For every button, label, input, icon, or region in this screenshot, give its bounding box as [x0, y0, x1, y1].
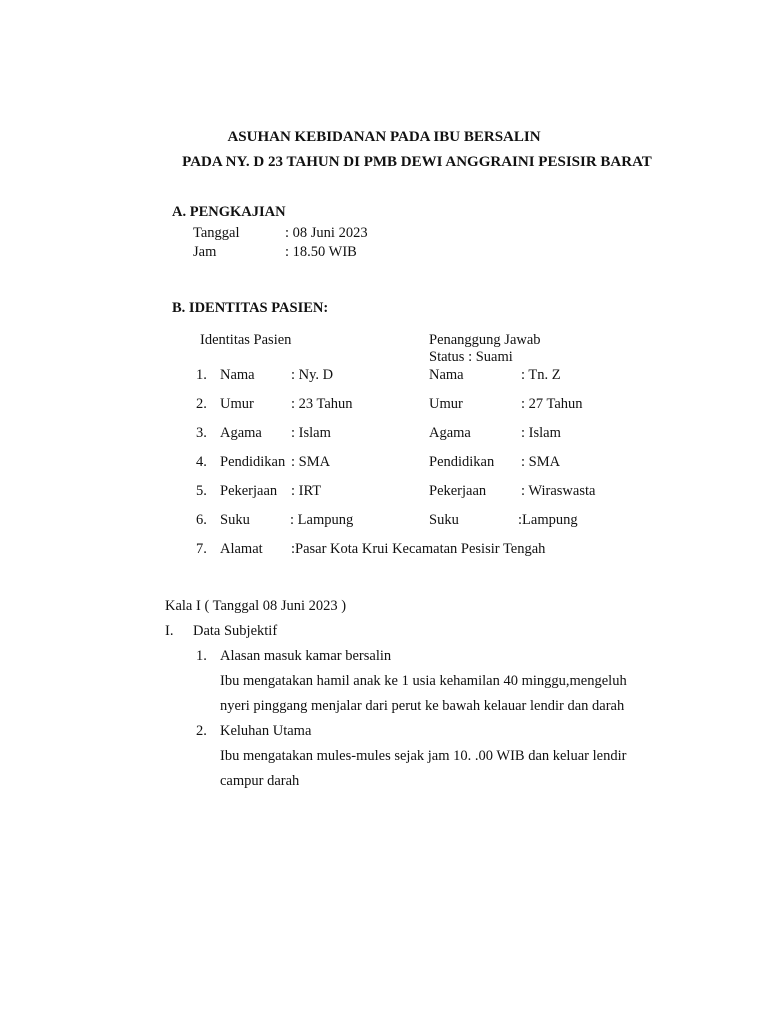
patient-field-value: : Islam	[291, 425, 331, 441]
tanggal-value: : 08 Juni 2023	[285, 225, 368, 241]
guardian-field-label: Suku	[429, 512, 459, 528]
row-number: 7.	[196, 541, 207, 557]
patient-field-value: : 23 Tahun	[291, 396, 353, 412]
patient-field-label: Pendidikan	[220, 454, 286, 470]
guardian-field-value: : Wiraswasta	[521, 483, 596, 499]
document-title: ASUHAN KEBIDANAN PADA IBU BERSALIN	[227, 129, 541, 145]
guardian-status: Status : Suami	[429, 349, 513, 365]
address-value: :Pasar Kota Krui Kecamatan Pesisir Tengah	[291, 541, 546, 557]
patient-field-value: : SMA	[291, 454, 331, 470]
guardian-field-value: : Tn. Z	[521, 367, 561, 383]
kala-heading: Kala I ( Tanggal 08 Juni 2023 )	[165, 598, 347, 614]
patient-field-value: : Lampung	[290, 512, 354, 528]
guardian-field-label: Umur	[429, 396, 463, 412]
item-number: 2.	[196, 723, 207, 739]
item-title: Alasan masuk kamar bersalin	[220, 648, 392, 664]
guardian-field-label: Pendidikan	[429, 454, 495, 470]
patient-field-label: Pekerjaan	[220, 483, 278, 499]
guardian-field-label: Nama	[429, 367, 464, 383]
row-number: 4.	[196, 454, 207, 470]
patient-field-label: Agama	[220, 425, 262, 441]
document-subtitle: PADA NY. D 23 TAHUN DI PMB DEWI ANGGRAINI PESISIR BARAT	[182, 154, 652, 170]
patient-field-value: : Ny. D	[291, 367, 334, 383]
tanggal-label: Tanggal	[193, 225, 240, 241]
patient-field-label: Suku	[220, 512, 250, 528]
patient-field-label: Nama	[220, 367, 255, 383]
row-number: 3.	[196, 425, 207, 441]
guardian-field-value: : 27 Tahun	[521, 396, 583, 412]
row-number: 1.	[196, 367, 207, 383]
guardian-field-value: :Lampung	[518, 512, 578, 528]
roman-numeral: I.	[165, 623, 174, 639]
section-b-heading: B. IDENTITAS PASIEN:	[172, 300, 329, 316]
guardian-field-value: : SMA	[521, 454, 561, 470]
guardian-field-value: : Islam	[521, 425, 561, 441]
section-a-heading: A. PENGKAJIAN	[172, 204, 286, 220]
guardian-column-heading: Penanggung Jawab	[429, 332, 541, 348]
jam-value: : 18.50 WIB	[285, 244, 357, 260]
row-number: 2.	[196, 396, 207, 412]
item-title: Keluhan Utama	[220, 723, 312, 739]
patient-column-heading: Identitas Pasien	[200, 332, 292, 348]
guardian-field-label: Pekerjaan	[429, 483, 487, 499]
row-number: 6.	[196, 512, 207, 528]
address-label: Alamat	[220, 541, 263, 557]
item-text-line: Ibu mengatakan hamil anak ke 1 usia kehamilan 40 minggu,mengeluh	[220, 673, 627, 689]
guardian-field-label: Agama	[429, 425, 471, 441]
row-number: 5.	[196, 483, 207, 499]
patient-field-value: : IRT	[291, 483, 322, 499]
item-text-line: nyeri pinggang menjalar dari perut ke bawah kelauar lendir dan darah	[220, 698, 625, 714]
item-text-line: campur darah	[220, 773, 300, 789]
item-text-line: Ibu mengatakan mules-mules sejak jam 10. .00 WIB dan keluar lendir	[220, 748, 627, 764]
data-subjektif-heading: Data Subjektif	[193, 623, 278, 639]
jam-label: Jam	[193, 244, 217, 260]
item-number: 1.	[196, 648, 207, 664]
patient-field-label: Umur	[220, 396, 254, 412]
